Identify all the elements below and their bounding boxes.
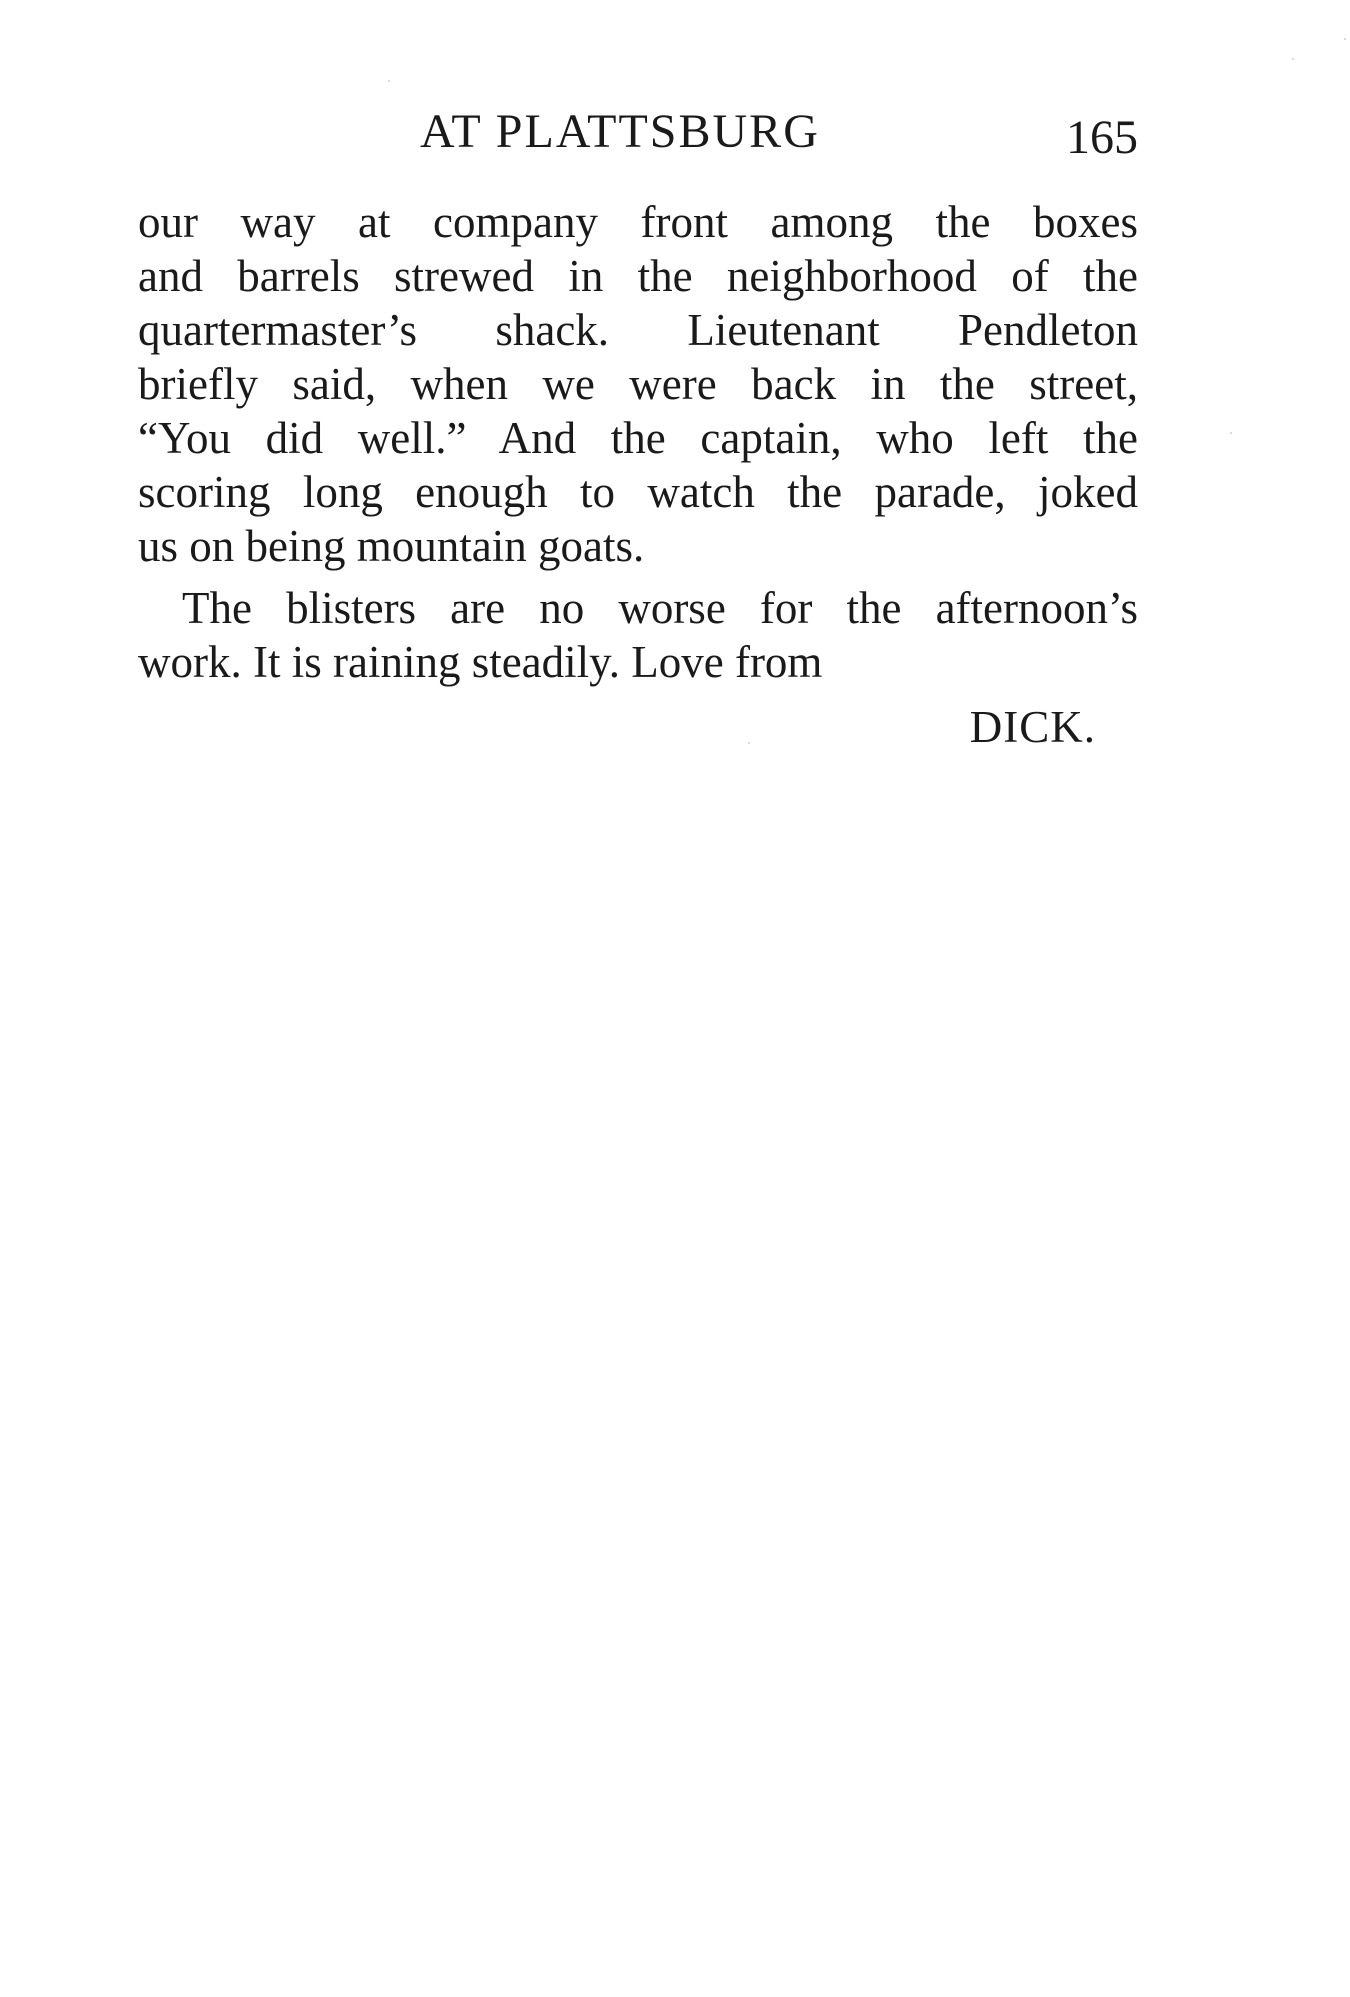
paper-speck <box>1292 58 1294 60</box>
running-head <box>138 102 1138 162</box>
text-line: our way at company front among the boxes <box>138 197 1138 247</box>
text-line: quartermaster’s shack. Lieutenant Pendleton <box>138 305 1138 355</box>
text-line: work. It is raining steadily. Love from <box>138 637 823 687</box>
text-line: “You did well.” And the captain, who left the <box>138 413 1138 463</box>
body-text <box>138 195 1138 755</box>
paper-speck <box>1344 38 1346 40</box>
text-line: us on being mountain goats. <box>138 521 645 571</box>
text-line: scoring long enough to watch the parade, joked <box>138 467 1138 517</box>
paper-speck <box>388 80 390 82</box>
page-number: 165 <box>1066 111 1138 164</box>
text-line: and barrels strewed in the neighborhood of the <box>138 251 1138 301</box>
paper-speck <box>1230 432 1232 434</box>
paper-speck <box>748 742 750 744</box>
signature: DICK. <box>969 702 1096 752</box>
text-line: The blisters are no worse for the afternoon’s <box>182 583 1138 633</box>
text-line: briefly said, when we were back in the street, <box>138 359 1138 409</box>
running-title: AT PLATTSBURG <box>420 105 820 158</box>
